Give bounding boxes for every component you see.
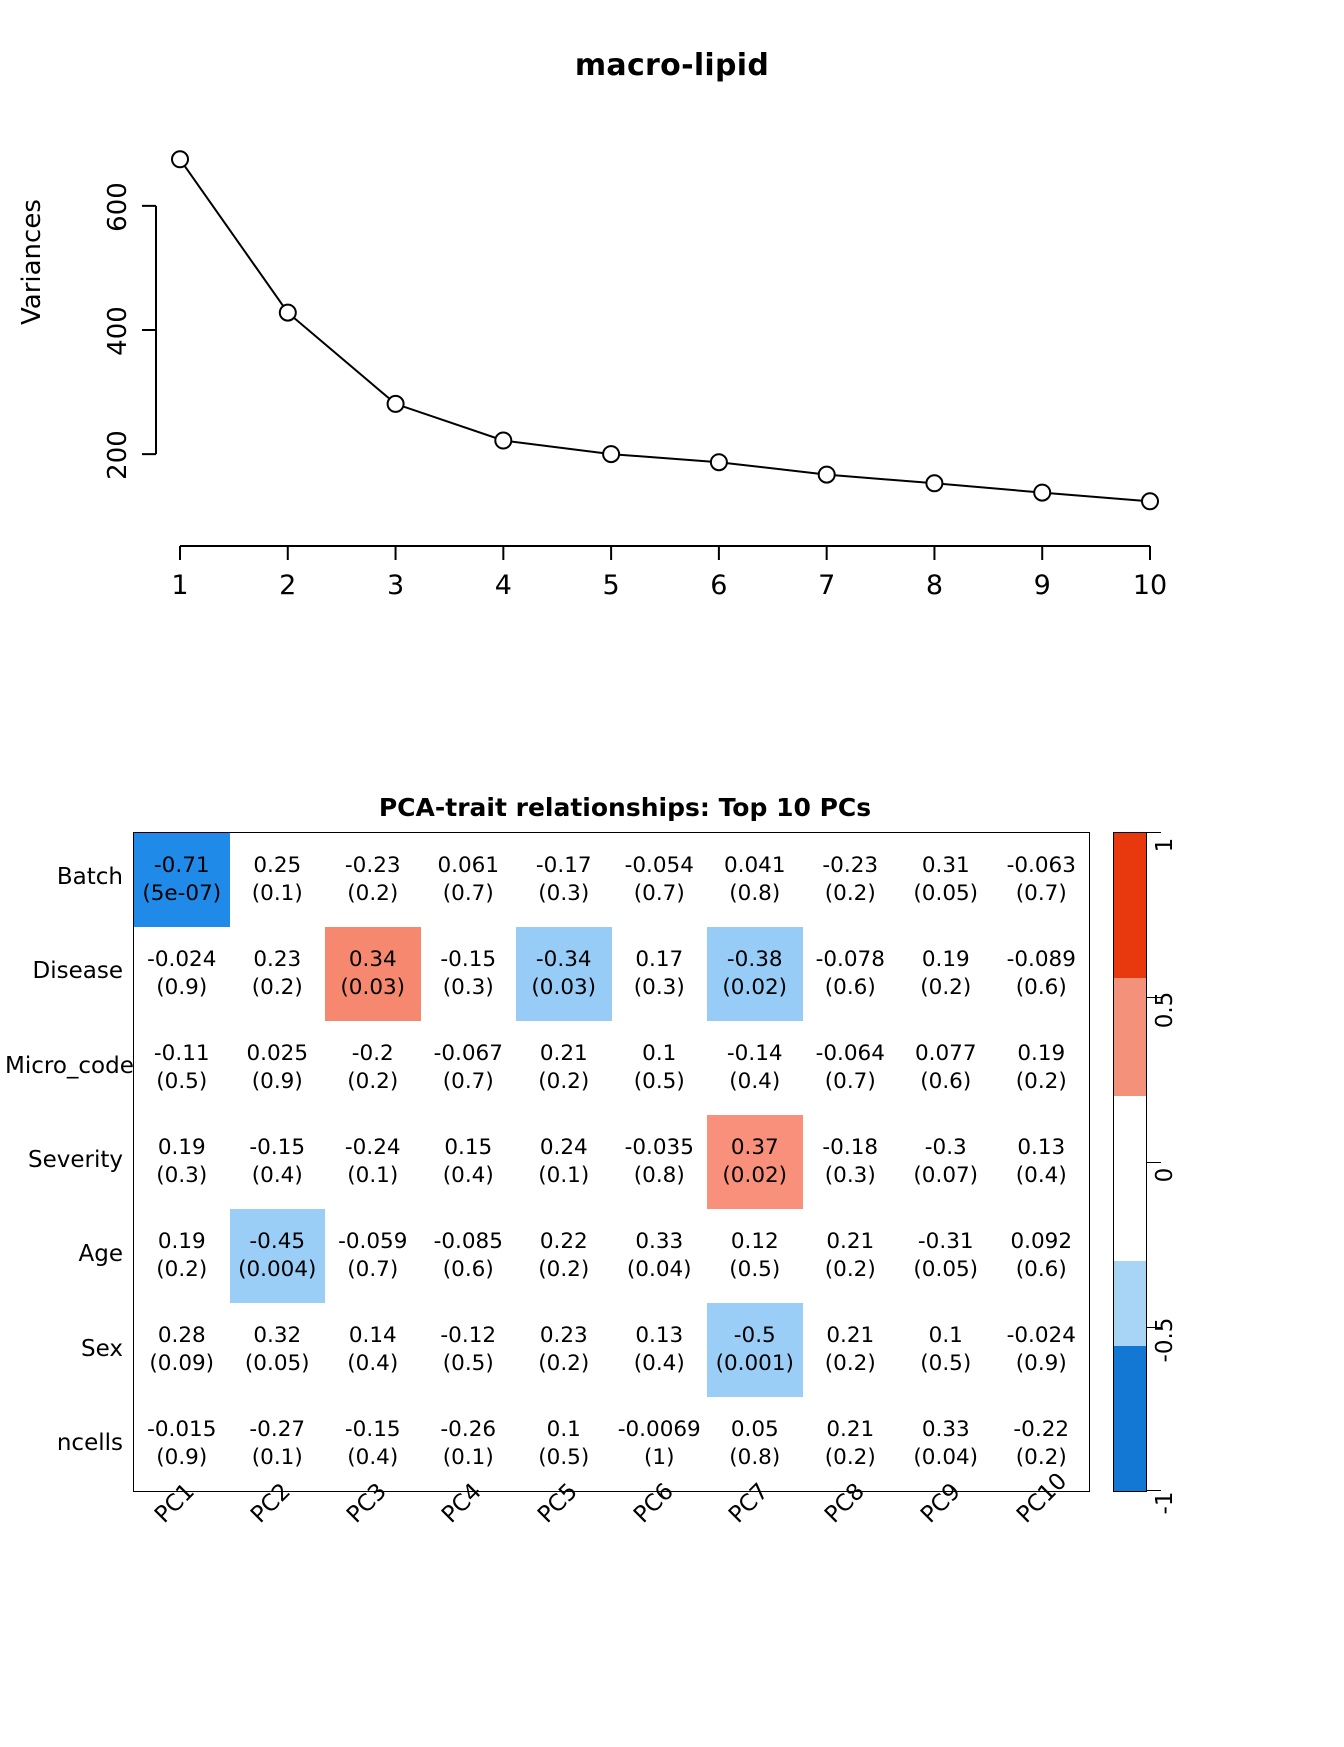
heatmap-cell[interactable] [230, 1397, 326, 1491]
heatmap-cell-correlation: 0.092 [1010, 1229, 1073, 1255]
heatmap-cell-pvalue: (0.3) [442, 975, 494, 1000]
heatmap-cell-correlation: -0.22 [1013, 1417, 1070, 1443]
heatmap-cell-pvalue: (0.6) [442, 1257, 494, 1282]
heatmap-cell-correlation: 0.14 [348, 1323, 397, 1349]
scree-x-tick-label: 2 [279, 570, 297, 601]
colorbar-tick [1147, 1162, 1161, 1163]
heatmap-cell-pvalue: (0.4) [633, 1351, 685, 1376]
heatmap-cell-correlation: -0.063 [1006, 853, 1076, 879]
heatmap-cell[interactable] [516, 1303, 612, 1397]
scree-x-axis [180, 546, 1150, 560]
scree-plot-svg [120, 120, 1160, 620]
heatmap-cell-correlation: -0.17 [535, 853, 592, 879]
heatmap-column-label: PC2 [245, 1478, 296, 1529]
heatmap-cell[interactable] [707, 1115, 803, 1209]
heatmap-cell[interactable] [325, 1397, 421, 1491]
heatmap-cell-correlation: -0.059 [338, 1229, 408, 1255]
heatmap-cell[interactable] [994, 1021, 1090, 1115]
heatmap-cell-pvalue: (0.03) [340, 975, 406, 1000]
heatmap-cell[interactable] [134, 1397, 230, 1491]
heatmap-cell-correlation: 0.025 [246, 1041, 309, 1067]
heatmap-row-label: Batch [56, 864, 123, 891]
heatmap-cell-correlation: -0.71 [153, 853, 210, 879]
scree-plot-title: macro-lipid [574, 48, 770, 83]
scree-y-tick-label: 400 [103, 306, 133, 356]
heatmap-cell[interactable] [325, 1115, 421, 1209]
heatmap-cell[interactable] [803, 1115, 899, 1209]
heatmap-cell-correlation: -0.015 [147, 1417, 217, 1443]
colorbar-tick-label: -1 [1152, 1491, 1178, 1515]
scree-y-axis-label: Variances [17, 199, 47, 325]
heatmap-cell-pvalue: (0.2) [538, 1257, 590, 1282]
heatmap-cell-pvalue: (0.5) [920, 1351, 972, 1376]
colorbar-tick-label: -0.5 [1152, 1317, 1178, 1363]
heatmap-cell[interactable] [707, 1021, 803, 1115]
heatmap-cell-correlation: -0.035 [624, 1135, 694, 1161]
heatmap-cell-pvalue: (0.9) [1015, 1351, 1067, 1376]
heatmap-cell[interactable] [612, 833, 708, 927]
heatmap-colorbar [1113, 832, 1147, 1492]
heatmap-cell[interactable] [612, 1021, 708, 1115]
colorbar-segment [1114, 1096, 1146, 1261]
heatmap-cell[interactable] [230, 1021, 326, 1115]
scree-point [495, 433, 511, 449]
heatmap-row [134, 1115, 1089, 1209]
heatmap-cell-correlation: -0.11 [153, 1041, 210, 1067]
heatmap-cell-pvalue: (0.09) [149, 1351, 215, 1376]
heatmap-cell-pvalue: (0.3) [156, 1163, 208, 1188]
heatmap-cell-pvalue: (0.8) [633, 1163, 685, 1188]
heatmap-cell-pvalue: (0.8) [729, 881, 781, 906]
scree-x-tick-label: 5 [602, 570, 620, 601]
heatmap-cell[interactable] [230, 833, 326, 927]
heatmap-cell-pvalue: (0.2) [538, 1069, 590, 1094]
heatmap-cell-correlation: 0.15 [444, 1135, 493, 1161]
colorbar-tick-label: 0.5 [1152, 991, 1178, 1029]
heatmap-cell[interactable] [803, 1303, 899, 1397]
heatmap-cell-pvalue: (0.05) [913, 1257, 979, 1282]
heatmap-cell[interactable] [421, 1021, 517, 1115]
heatmap-grid [133, 832, 1090, 1492]
heatmap-cell[interactable] [994, 1303, 1090, 1397]
heatmap-cell-correlation: 0.23 [253, 947, 302, 973]
heatmap-cell-correlation: -0.18 [822, 1135, 879, 1161]
heatmap-cell-correlation: 0.33 [635, 1229, 684, 1255]
heatmap-cell-correlation: 0.19 [1017, 1041, 1066, 1067]
heatmap-column-label: PC5 [533, 1478, 583, 1529]
heatmap-cell-correlation: -0.38 [726, 947, 783, 973]
heatmap-cell-correlation: -0.12 [440, 1323, 497, 1349]
heatmap-cell-pvalue: (0.6) [1015, 975, 1067, 1000]
heatmap-cell-correlation: 0.1 [546, 1417, 581, 1443]
heatmap-cell-pvalue: (0.6) [920, 1069, 972, 1094]
heatmap-cell-pvalue: (0.5) [156, 1069, 208, 1094]
heatmap-row-label: Severity [28, 1147, 123, 1173]
heatmap-cell[interactable] [707, 1209, 803, 1303]
heatmap-cell[interactable] [707, 1303, 803, 1397]
heatmap-cell-correlation: -0.26 [440, 1417, 497, 1443]
heatmap-cell-pvalue: (0.2) [156, 1257, 208, 1282]
heatmap-cell-pvalue: (0.2) [538, 1351, 590, 1376]
heatmap-cell[interactable] [612, 1397, 708, 1491]
heatmap-cell-pvalue: (0.3) [824, 1163, 876, 1188]
heatmap-column-label: PC3 [341, 1478, 392, 1529]
heatmap-cell-correlation: -0.14 [726, 1041, 783, 1067]
scree-point [1034, 485, 1050, 501]
heatmap-cell-correlation: 0.19 [921, 947, 970, 973]
heatmap-cell[interactable] [134, 1021, 230, 1115]
heatmap-cell-pvalue: (0.04) [913, 1445, 979, 1470]
heatmap-cell-correlation: 0.24 [539, 1135, 588, 1161]
heatmap-cell[interactable] [803, 1209, 899, 1303]
heatmap-row-labels [0, 832, 133, 1492]
heatmap-cell-pvalue: (0.03) [531, 975, 597, 1000]
heatmap-cell[interactable] [707, 833, 803, 927]
heatmap-cell[interactable] [134, 1303, 230, 1397]
heatmap-cell-correlation: 0.077 [914, 1041, 977, 1067]
scree-x-tick-label: 9 [1033, 570, 1051, 601]
heatmap-cell[interactable] [516, 1397, 612, 1491]
heatmap-cell-correlation: 0.37 [730, 1135, 779, 1161]
heatmap-cell-pvalue: (0.2) [824, 881, 876, 906]
heatmap-row [134, 1397, 1089, 1491]
heatmap-cell-pvalue: (0.8) [729, 1445, 781, 1470]
heatmap-row-label: Age [78, 1241, 123, 1268]
heatmap-row-label: Micro_code [5, 1052, 134, 1079]
heatmap-cell-pvalue: (0.5) [442, 1351, 494, 1376]
heatmap-cell-pvalue: (0.2) [1015, 1069, 1067, 1094]
heatmap-cell-pvalue: (0.07) [913, 1163, 979, 1188]
heatmap-cell[interactable] [230, 1303, 326, 1397]
heatmap-cell-correlation: -0.2 [351, 1041, 394, 1067]
colorbar-tick-label: 0 [1152, 1167, 1178, 1183]
heatmap-cell-pvalue: (0.2) [824, 1257, 876, 1282]
heatmap-cell-pvalue: (0.1) [442, 1445, 494, 1470]
scree-variance-line [180, 159, 1150, 501]
heatmap-cell[interactable] [421, 1303, 517, 1397]
heatmap-cell[interactable] [516, 1209, 612, 1303]
scree-point [819, 467, 835, 483]
colorbar-tick-label: 1 [1152, 837, 1178, 853]
heatmap-cell-correlation: -0.0069 [617, 1417, 701, 1443]
heatmap-table [134, 833, 1089, 1491]
heatmap-cell-correlation: 0.13 [635, 1323, 684, 1349]
heatmap-cell[interactable] [707, 927, 803, 1021]
heatmap-cell-pvalue: (0.1) [251, 1445, 303, 1470]
heatmap-column-label: PC8 [820, 1478, 871, 1529]
heatmap-cell[interactable] [230, 927, 326, 1021]
heatmap-row [134, 1209, 1089, 1303]
heatmap-cell-pvalue: (0.7) [633, 881, 685, 906]
heatmap-cell-correlation: 0.1 [642, 1041, 677, 1067]
scree-point [711, 454, 727, 470]
heatmap-cell[interactable] [898, 1303, 994, 1397]
heatmap-cell-pvalue: (0.5) [729, 1257, 781, 1282]
heatmap-cell-correlation: 0.12 [730, 1229, 779, 1255]
heatmap-cell[interactable] [803, 1397, 899, 1491]
heatmap-cell[interactable] [421, 1115, 517, 1209]
heatmap-cell-pvalue: (0.9) [156, 975, 208, 1000]
heatmap-cell[interactable] [994, 1397, 1090, 1491]
scree-y-axis [142, 206, 156, 454]
heatmap-cell-correlation: 0.21 [826, 1229, 875, 1255]
heatmap-cell-correlation: -0.5 [733, 1323, 776, 1349]
heatmap-cell-pvalue: (1) [644, 1445, 675, 1470]
heatmap-cell-correlation: 0.31 [921, 853, 970, 879]
heatmap-cell-pvalue: (0.4) [729, 1069, 781, 1094]
scree-point [388, 396, 404, 412]
heatmap-cell-pvalue: (0.3) [633, 975, 685, 1000]
heatmap-cell[interactable] [230, 1115, 326, 1209]
scree-x-tick-label: 6 [710, 570, 728, 601]
heatmap-cell-pvalue: (0.02) [722, 1163, 788, 1188]
heatmap-cell-pvalue: (0.1) [538, 1163, 590, 1188]
heatmap-cell-pvalue: (0.5) [633, 1069, 685, 1094]
heatmap-title: PCA-trait relationships: Top 10 PCs [378, 793, 872, 822]
scree-x-tick-label: 7 [818, 570, 836, 601]
heatmap-column-label: PC6 [628, 1478, 679, 1529]
heatmap-cell[interactable] [421, 1397, 517, 1491]
heatmap-cell[interactable] [325, 833, 421, 927]
heatmap-cell-correlation: 0.23 [539, 1323, 588, 1349]
heatmap-cell[interactable] [325, 1021, 421, 1115]
scree-x-tick-label: 3 [386, 570, 405, 601]
heatmap-cell[interactable] [134, 1115, 230, 1209]
heatmap-cell-correlation: 0.25 [253, 853, 302, 879]
scree-x-tick-label: 8 [925, 570, 944, 601]
heatmap-cell-correlation: -0.078 [815, 947, 885, 973]
heatmap-cell-correlation: 0.28 [157, 1323, 206, 1349]
heatmap-cell[interactable] [134, 833, 230, 927]
heatmap-cell-pvalue: (0.1) [251, 881, 303, 906]
heatmap-row-label: Disease [32, 958, 123, 985]
heatmap-cell-pvalue: (0.2) [824, 1351, 876, 1376]
heatmap-cell[interactable] [803, 1021, 899, 1115]
scree-point [280, 305, 296, 321]
heatmap-cell-correlation: 0.041 [723, 853, 786, 879]
heatmap-row [134, 1021, 1089, 1115]
heatmap-cell-pvalue: (0.2) [251, 975, 303, 1000]
heatmap-row-label: Sex [81, 1335, 123, 1362]
heatmap-cell-correlation: 0.21 [826, 1417, 875, 1443]
colorbar-segment [1114, 1346, 1146, 1491]
heatmap-cell-pvalue: (0.7) [824, 1069, 876, 1094]
heatmap-cell-pvalue: (0.9) [156, 1445, 208, 1470]
scree-point [172, 151, 188, 167]
colorbar-tick [1147, 832, 1161, 833]
heatmap-cell[interactable] [421, 927, 517, 1021]
heatmap-column-label: PC10 [1011, 1468, 1072, 1529]
heatmap-cell-correlation: -0.27 [249, 1417, 306, 1443]
heatmap-cell-pvalue: (0.4) [347, 1351, 399, 1376]
heatmap-cell-pvalue: (0.1) [347, 1163, 399, 1188]
heatmap-cell-pvalue: (0.2) [347, 881, 399, 906]
heatmap-cell-correlation: -0.15 [344, 1417, 401, 1443]
heatmap-row-label: ncells [56, 1429, 123, 1456]
heatmap-cell-pvalue: (0.7) [347, 1257, 399, 1282]
heatmap-cell-pvalue: (0.2) [347, 1069, 399, 1094]
heatmap-cell-correlation: -0.31 [917, 1229, 974, 1255]
heatmap-cell[interactable] [994, 1209, 1090, 1303]
heatmap-cell-pvalue: (0.3) [538, 881, 590, 906]
heatmap-cell[interactable] [612, 1115, 708, 1209]
colorbar-segment [1114, 978, 1146, 1096]
heatmap-colorbar-ticks [1147, 832, 1207, 1515]
scree-y-tick-label: 600 [103, 182, 133, 232]
heatmap-cell[interactable] [898, 833, 994, 927]
heatmap-cell-pvalue: (0.4) [442, 1163, 494, 1188]
heatmap-column-labels [133, 1468, 1090, 1616]
heatmap-cell-correlation: -0.024 [1006, 1323, 1076, 1349]
heatmap-cell-pvalue: (0.6) [1015, 1257, 1067, 1282]
heatmap-cell-correlation: -0.089 [1006, 947, 1076, 973]
scree-x-tick-label: 4 [494, 570, 512, 601]
heatmap-row [134, 833, 1089, 927]
heatmap-cell-correlation: 0.1 [928, 1323, 963, 1349]
heatmap-cell-correlation: 0.19 [157, 1135, 206, 1161]
heatmap-cell-correlation: 0.33 [921, 1417, 970, 1443]
heatmap-cell-pvalue: (0.004) [238, 1257, 317, 1282]
heatmap-cell[interactable] [898, 1115, 994, 1209]
heatmap-cell[interactable] [134, 1209, 230, 1303]
heatmap-cell-pvalue: (0.9) [251, 1069, 303, 1094]
heatmap-cell[interactable] [421, 1209, 517, 1303]
heatmap-cell[interactable] [994, 927, 1090, 1021]
heatmap-cell-correlation: -0.15 [249, 1135, 306, 1161]
heatmap-cell-correlation: -0.067 [433, 1041, 503, 1067]
heatmap-cell-correlation: -0.054 [624, 853, 694, 879]
scree-y-tick-label: 200 [103, 430, 133, 480]
heatmap-cell-correlation: 0.21 [539, 1041, 588, 1067]
heatmap-cell-correlation: -0.23 [344, 853, 401, 879]
heatmap-cell[interactable] [612, 927, 708, 1021]
heatmap-cell-correlation: 0.19 [157, 1229, 206, 1255]
scree-point [926, 475, 942, 491]
heatmap-cell-correlation: -0.45 [249, 1229, 306, 1255]
heatmap-cell-pvalue: (0.05) [244, 1351, 310, 1376]
heatmap-cell-correlation: 0.17 [635, 947, 684, 973]
heatmap-cell-correlation: 0.061 [437, 853, 500, 879]
heatmap-cell-pvalue: (0.7) [442, 881, 494, 906]
scree-point [1142, 493, 1158, 509]
heatmap-cell-correlation: -0.24 [344, 1135, 401, 1161]
scree-plot-panel [0, 0, 1344, 730]
heatmap-cell[interactable] [803, 927, 899, 1021]
heatmap-cell-pvalue: (0.5) [538, 1445, 590, 1470]
heatmap-cell-pvalue: (0.04) [626, 1257, 692, 1282]
heatmap-cell[interactable] [516, 1021, 612, 1115]
heatmap-cell-correlation: -0.024 [147, 947, 217, 973]
scree-x-tick-label: 10 [1132, 570, 1168, 601]
scree-data-points [172, 151, 1158, 509]
heatmap-cell-correlation: -0.085 [433, 1229, 503, 1255]
heatmap-cell-correlation: -0.23 [822, 853, 879, 879]
heatmap-cell[interactable] [421, 833, 517, 927]
heatmap-cell-correlation: 0.32 [253, 1323, 302, 1349]
heatmap-column-label: PC4 [437, 1478, 488, 1529]
heatmap-cell-pvalue: (0.4) [1015, 1163, 1067, 1188]
heatmap-cell[interactable] [516, 833, 612, 927]
heatmap-cell-correlation: -0.064 [815, 1041, 885, 1067]
heatmap-cell[interactable] [516, 927, 612, 1021]
heatmap-cell[interactable] [325, 1303, 421, 1397]
heatmap-cell-pvalue: (5e-07) [142, 881, 222, 906]
heatmap-cell-pvalue: (0.7) [1015, 881, 1067, 906]
heatmap-cell-pvalue: (0.001) [715, 1351, 794, 1376]
heatmap-cell[interactable] [612, 1303, 708, 1397]
heatmap-column-label: PC1 [150, 1478, 201, 1529]
heatmap-cell-correlation: 0.05 [730, 1417, 779, 1443]
heatmap-cell-correlation: 0.22 [539, 1229, 588, 1255]
colorbar-segment [1114, 833, 1146, 978]
heatmap-cell-pvalue: (0.2) [920, 975, 972, 1000]
heatmap-cell[interactable] [803, 833, 899, 927]
heatmap-cell[interactable] [325, 1209, 421, 1303]
heatmap-panel [0, 770, 1344, 1747]
heatmap-cell[interactable] [707, 1397, 803, 1491]
heatmap-cell[interactable] [230, 1209, 326, 1303]
heatmap-cell-pvalue: (0.4) [347, 1445, 399, 1470]
heatmap-cell[interactable] [516, 1115, 612, 1209]
heatmap-cell[interactable] [898, 1209, 994, 1303]
heatmap-cell-correlation: -0.34 [535, 947, 592, 973]
heatmap-cell-correlation: 0.21 [826, 1323, 875, 1349]
heatmap-cell-pvalue: (0.2) [824, 1445, 876, 1470]
heatmap-cell-pvalue: (0.2) [1015, 1445, 1067, 1470]
heatmap-cell-pvalue: (0.05) [913, 881, 979, 906]
heatmap-cell-pvalue: (0.6) [824, 975, 876, 1000]
heatmap-cell-pvalue: (0.4) [251, 1163, 303, 1188]
scree-x-tick-label: 1 [171, 570, 189, 601]
heatmap-column-label: PC7 [724, 1478, 775, 1529]
scree-plot-area [120, 120, 1160, 620]
heatmap-cell[interactable] [898, 1397, 994, 1491]
heatmap-cell[interactable] [898, 1021, 994, 1115]
heatmap-cell[interactable] [612, 1209, 708, 1303]
heatmap-cell-correlation: 0.13 [1017, 1135, 1066, 1161]
heatmap-cell-correlation: -0.15 [440, 947, 497, 973]
scree-point [603, 446, 619, 462]
heatmap-row [134, 927, 1089, 1021]
heatmap-cell-correlation: 0.34 [348, 947, 397, 973]
heatmap-cell[interactable] [898, 927, 994, 1021]
heatmap-cell[interactable] [325, 927, 421, 1021]
heatmap-cell-pvalue: (0.02) [722, 975, 788, 1000]
heatmap-row [134, 1303, 1089, 1397]
heatmap-cell-correlation: -0.3 [924, 1135, 967, 1161]
heatmap-cell-pvalue: (0.7) [442, 1069, 494, 1094]
colorbar-segment [1114, 1261, 1146, 1347]
heatmap-cell[interactable] [994, 1115, 1090, 1209]
heatmap-cell[interactable] [134, 927, 230, 1021]
heatmap-cell[interactable] [994, 833, 1090, 927]
heatmap-column-label: PC9 [915, 1478, 966, 1529]
